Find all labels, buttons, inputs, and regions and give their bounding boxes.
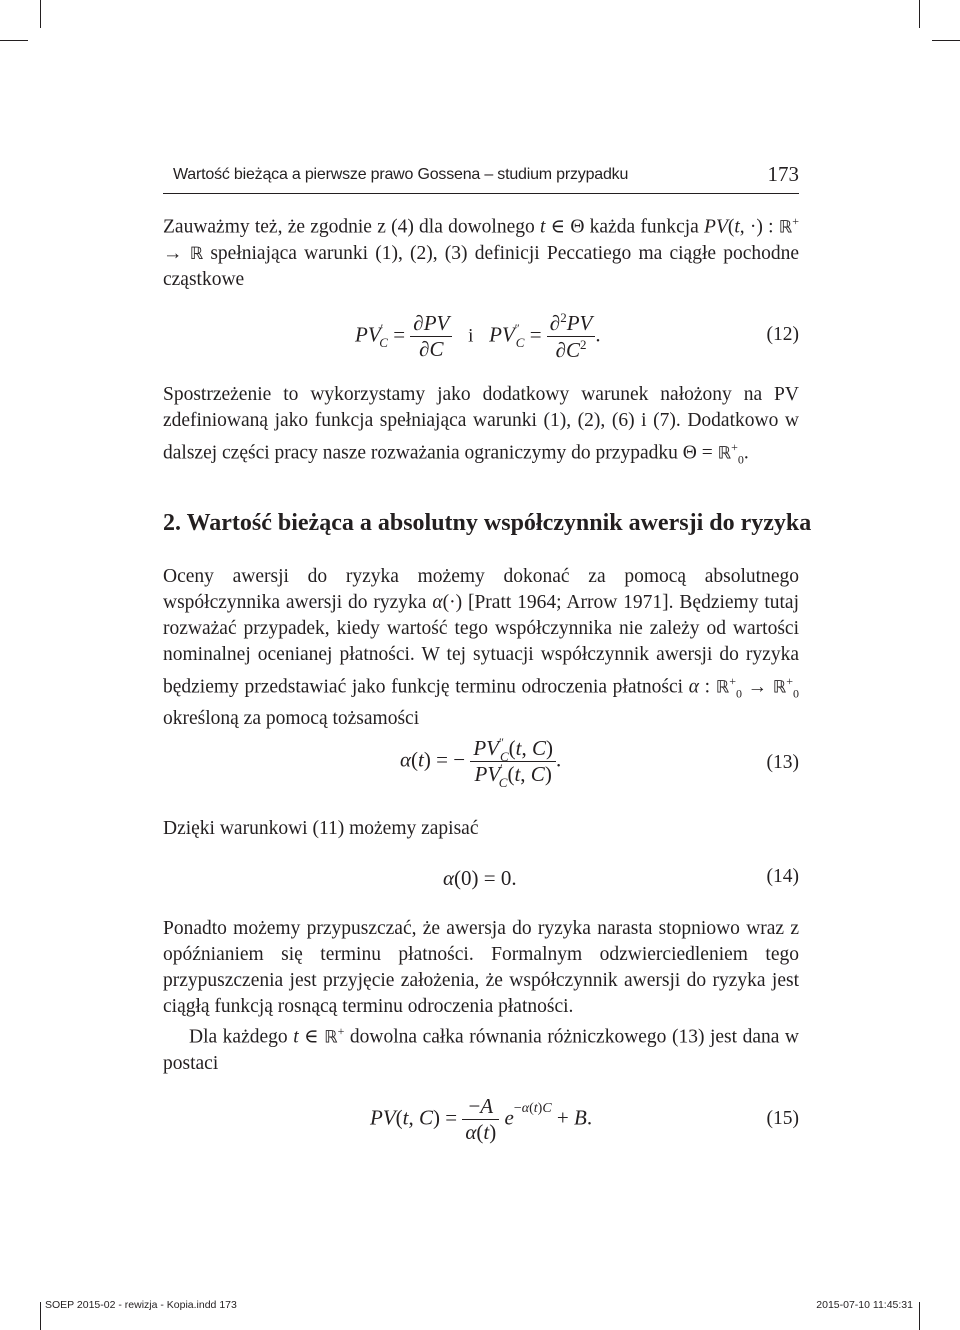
paragraph: Ponadto możemy przypuszczać, że awersja do ryzyka narasta stopniowo wraz z opóźnianiem się terminu płatności. Formalnym odzwierciedleniem tego przypuszczenia jest przyjęcie założenia, że współczynnik awersji do ryzyka jest ciągłą funkcją rosnącą terminu odroczenia płatności. <box>163 918 799 1017</box>
paragraph: Dzięki warunkowi (11) możemy zapisać <box>163 818 479 839</box>
running-header <box>163 162 799 198</box>
equation-12: $PV'_C$ = $\frac{\partial PV}{\partial C}$ i $PV''_C$ = $\frac{\partial^2PV}{\partial C^2}$ . (12) <box>355 310 799 362</box>
equation-number: (14) <box>766 866 799 887</box>
math-inline: PV <box>704 216 728 238</box>
math-inline: α <box>432 592 443 613</box>
crop-mark <box>40 1302 41 1330</box>
slug-timestamp: 2015-07-10 11:45:31 <box>816 1299 913 1311</box>
equation-13: α(t) = − $\frac{PV''_C(t, C)}{PV'_C(t, C)}$ . (13) <box>400 735 799 790</box>
equation-number: (13) <box>766 752 799 773</box>
section-heading: 2. Wartość bieżąca a absolutny współczynnik awersji do ryzyka <box>163 510 812 536</box>
equation-14: α(0) = 0. (14) <box>443 866 799 890</box>
equation-number: (12) <box>766 324 799 345</box>
print-slug <box>45 1299 913 1311</box>
math-inline: t <box>540 216 546 238</box>
running-title: Wartość bieżąca a pierwsze prawo Gossena – studium przypadku <box>173 166 629 183</box>
slug-file: SOEP 2015-02 - rewizja - Kopia.indd 173 <box>45 1299 237 1311</box>
crop-mark <box>919 0 920 28</box>
paragraph: Oceny awersji do ryzyka możemy dokonać za pomocą absolutnego współczynnika awersji do ryzyka α(·) [Pratt 1964; Arrow 1971]. Będziemy tutaj rozważać przypadek, kiedy wartość tego współczynnika nie zależy od wartości nominalnej ocenianej płatności. W tej sytuacji współczynnik awersji do ryzyka będziemy przedstawiać jako funkcję terminu odroczenia płatności α : ℝ+$_0$ → ℝ+$_0$ określoną za pomocą tożsamości <box>163 566 800 730</box>
equation-15: PV(t, C) = $\frac{-A}{\alpha(t)}$ $e^{-\alpha(t)C} + B$. (15) <box>370 1094 799 1144</box>
paragraph: Spostrzeżenie to wykorzystamy jako dodatkowy warunek nałożony na PV zdefiniowaną jako funkcja spełniająca warunki (1), (2), (6) i (7). Dodatkowo w dalszej części pracy nasze rozważania ograniczymy do przypadku Θ = ℝ+$_0$. <box>163 384 799 467</box>
paragraph: Dla każdego t ∈ ℝ+ dowolna całka równania różniczkowego (13) jest dana w postaci <box>163 1024 800 1074</box>
header-rule <box>163 193 799 194</box>
crop-mark <box>932 40 960 41</box>
crop-mark <box>919 1302 920 1330</box>
crop-mark <box>0 40 28 41</box>
crop-mark <box>40 0 41 28</box>
paragraph: Zauważmy też, że zgodnie z (4) dla dowolnego t ∈ Θ każda funkcja PV(t, ·) : ℝ+ → ℝ spełniająca warunki (1), (2), (3) definicji Peccatiego ma ciągłe pochodne cząstkowe <box>163 214 800 290</box>
page-number: 173 <box>767 162 799 186</box>
equation-number: (15) <box>766 1108 799 1129</box>
